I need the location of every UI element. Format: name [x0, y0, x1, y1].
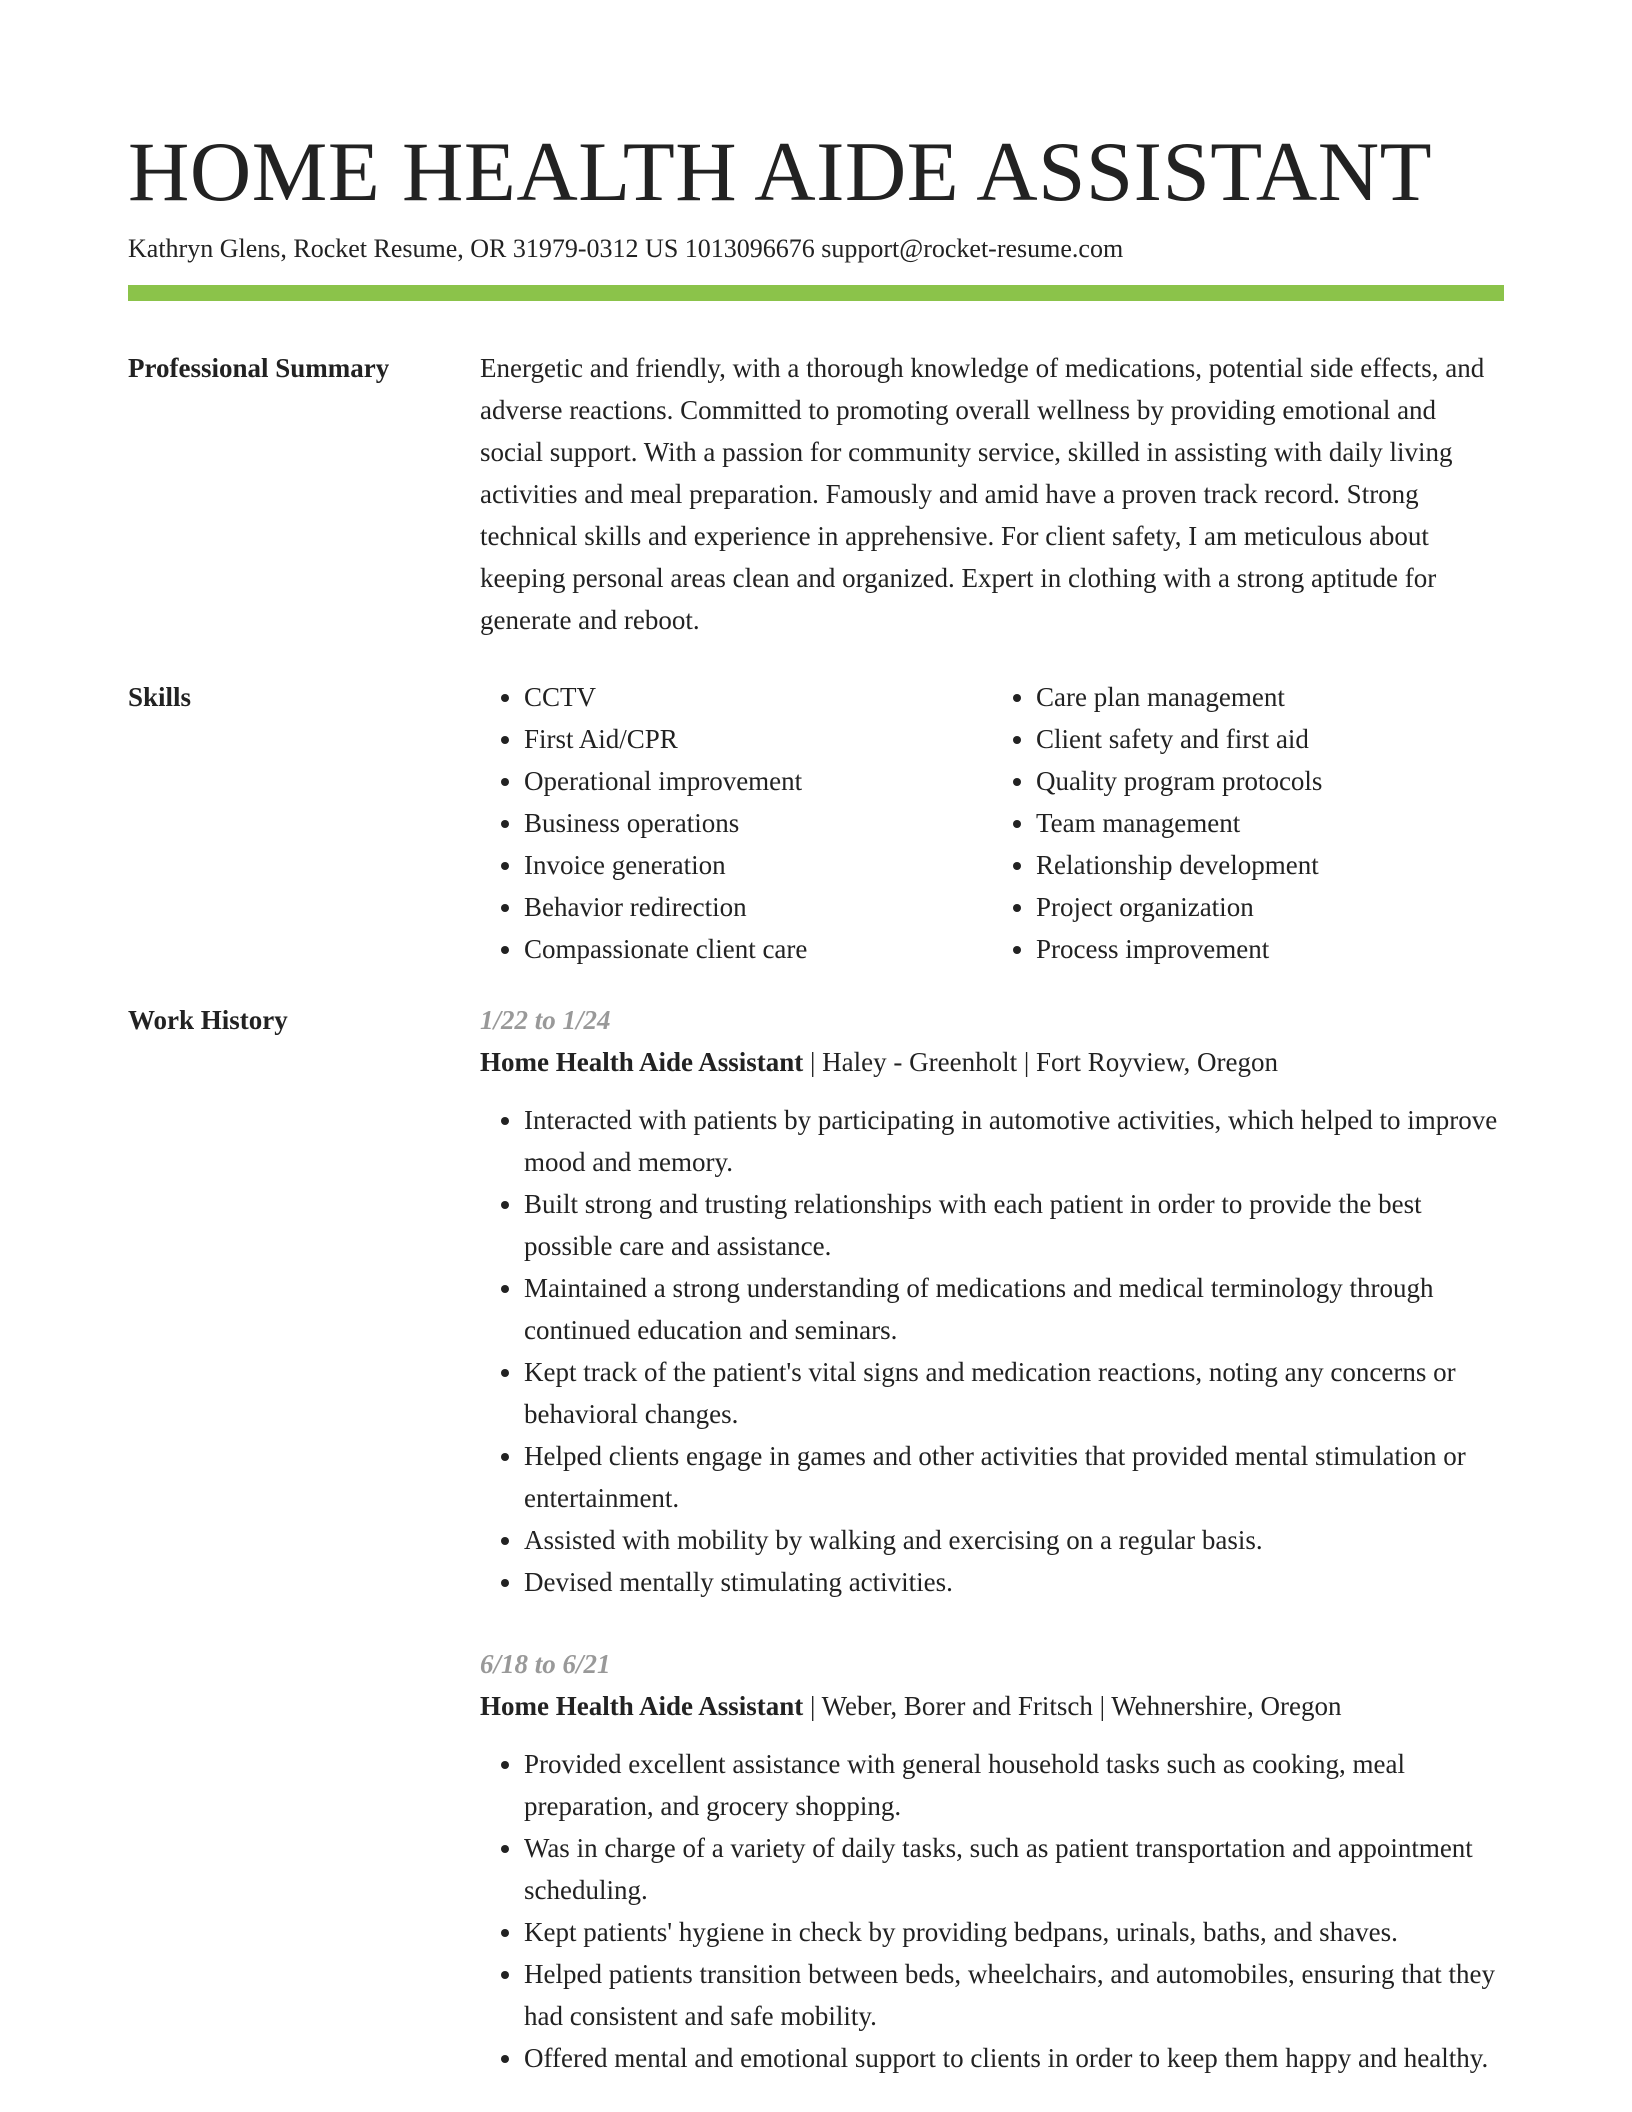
skill-item: • Compassionate client care: [524, 928, 992, 970]
job-duty-item: • Kept patients' hygiene in check by providing bedpans, urinals, baths, and shaves.: [524, 1911, 1504, 1953]
work-history-title: Work History: [128, 1005, 288, 1035]
job-title-line: [480, 1041, 1504, 1083]
skill-item: • Business operations: [524, 802, 992, 844]
accent-divider: [128, 285, 1504, 301]
skill-item: • Quality program protocols: [1036, 760, 1504, 802]
job-dates: 1/22 to 1/24: [480, 1005, 611, 1035]
job-duty-item: • Helped patients transition between beds, wheelchairs, and automobiles, ensuring that they had consistent and safe mobility.: [524, 1953, 1504, 2037]
skill-item: • Relationship development: [1036, 844, 1504, 886]
skill-item: • Team management: [1036, 802, 1504, 844]
skills-body: [480, 676, 1504, 970]
skill-item: • First Aid/CPR: [524, 718, 992, 760]
job-employer-location: | Weber, Borer and Fritsch | Wehnershire, Oregon: [803, 1691, 1342, 1721]
summary-body: [480, 347, 1504, 641]
job-duty-item: • Helped clients engage in games and other activities that provided mental stimulation or entertainment.: [524, 1435, 1504, 1519]
job-duty-item: • Maintained a strong understanding of medications and medical terminology through continued education and seminars.: [524, 1267, 1504, 1351]
job-duty-item: • Devised mentally stimulating activities.: [524, 1561, 1504, 1603]
job-title: Home Health Aide Assistant: [480, 1047, 804, 1077]
job-duty-item: • Built strong and trusting relationships with each patient in order to provide the best possible care and assistance.: [524, 1183, 1504, 1267]
skill-item: • CCTV: [524, 676, 992, 718]
resume-name-heading: HOME HEALTH AIDE ASSISTANT: [128, 125, 1433, 219]
job-dates: 6/18 to 6/21: [480, 1649, 611, 1679]
skills-title: Skills: [128, 682, 192, 712]
job-duty-item: • Offered mental and emotional support to clients in order to keep them happy and healthy.: [524, 2037, 1504, 2079]
skill-item: • Process improvement: [1036, 928, 1504, 970]
job-duty-item: • Kept track of the patient's vital signs and medication reactions, noting any concerns or behavioral changes.: [524, 1351, 1504, 1435]
job-duty-item: • Assisted with mobility by walking and exercising on a regular basis.: [524, 1519, 1504, 1561]
contact-info: Kathryn Glens, Rocket Resume, OR 31979-0312 US 1013096676 support@rocket-resume.com: [128, 234, 1124, 263]
work-history-body: [480, 999, 1504, 2079]
job-employer-location: | Haley - Greenholt | Fort Royview, Oregon: [803, 1047, 1278, 1077]
job-duties-list: [480, 1743, 1504, 2079]
skill-item: • Operational improvement: [524, 760, 992, 802]
skills-list-right: [992, 676, 1504, 970]
job-duty-item: • Provided excellent assistance with general household tasks such as cooking, meal preparation, and grocery shopping.: [524, 1743, 1504, 1827]
summary-text: Energetic and friendly, with a thorough knowledge of medications, potential side effects, and adverse reactions. Committed to promoting overall wellness by providing emotional and social support. With a passion for community service, skilled in assisting with daily living activities and meal preparation. Famously and amid have a proven track record. Strong technical skills and experience in apprehensive. For client safety, I am meticulous about keeping personal areas clean and organized. Expert in clothing with a strong aptitude for generate and reboot.: [480, 353, 1485, 635]
skill-item: • Project organization: [1036, 886, 1504, 928]
job-duty-item: • Interacted with patients by participating in automotive activities, which helped to improve mood and memory.: [524, 1099, 1504, 1183]
skill-item: • Behavior redirection: [524, 886, 992, 928]
skill-item: • Client safety and first aid: [1036, 718, 1504, 760]
job-duties-list: [480, 1099, 1504, 1603]
job-entry: [480, 1643, 1504, 2079]
skill-item: • Invoice generation: [524, 844, 992, 886]
job-entry: [480, 999, 1504, 1603]
job-title: Home Health Aide Assistant: [480, 1691, 804, 1721]
job-duty-item: • Was in charge of a variety of daily tasks, such as patient transportation and appointment scheduling.: [524, 1827, 1504, 1911]
job-title-line: [480, 1685, 1504, 1727]
skills-list-left: [480, 676, 992, 970]
skill-item: • Care plan management: [1036, 676, 1504, 718]
summary-title: Professional Summary: [128, 353, 390, 383]
